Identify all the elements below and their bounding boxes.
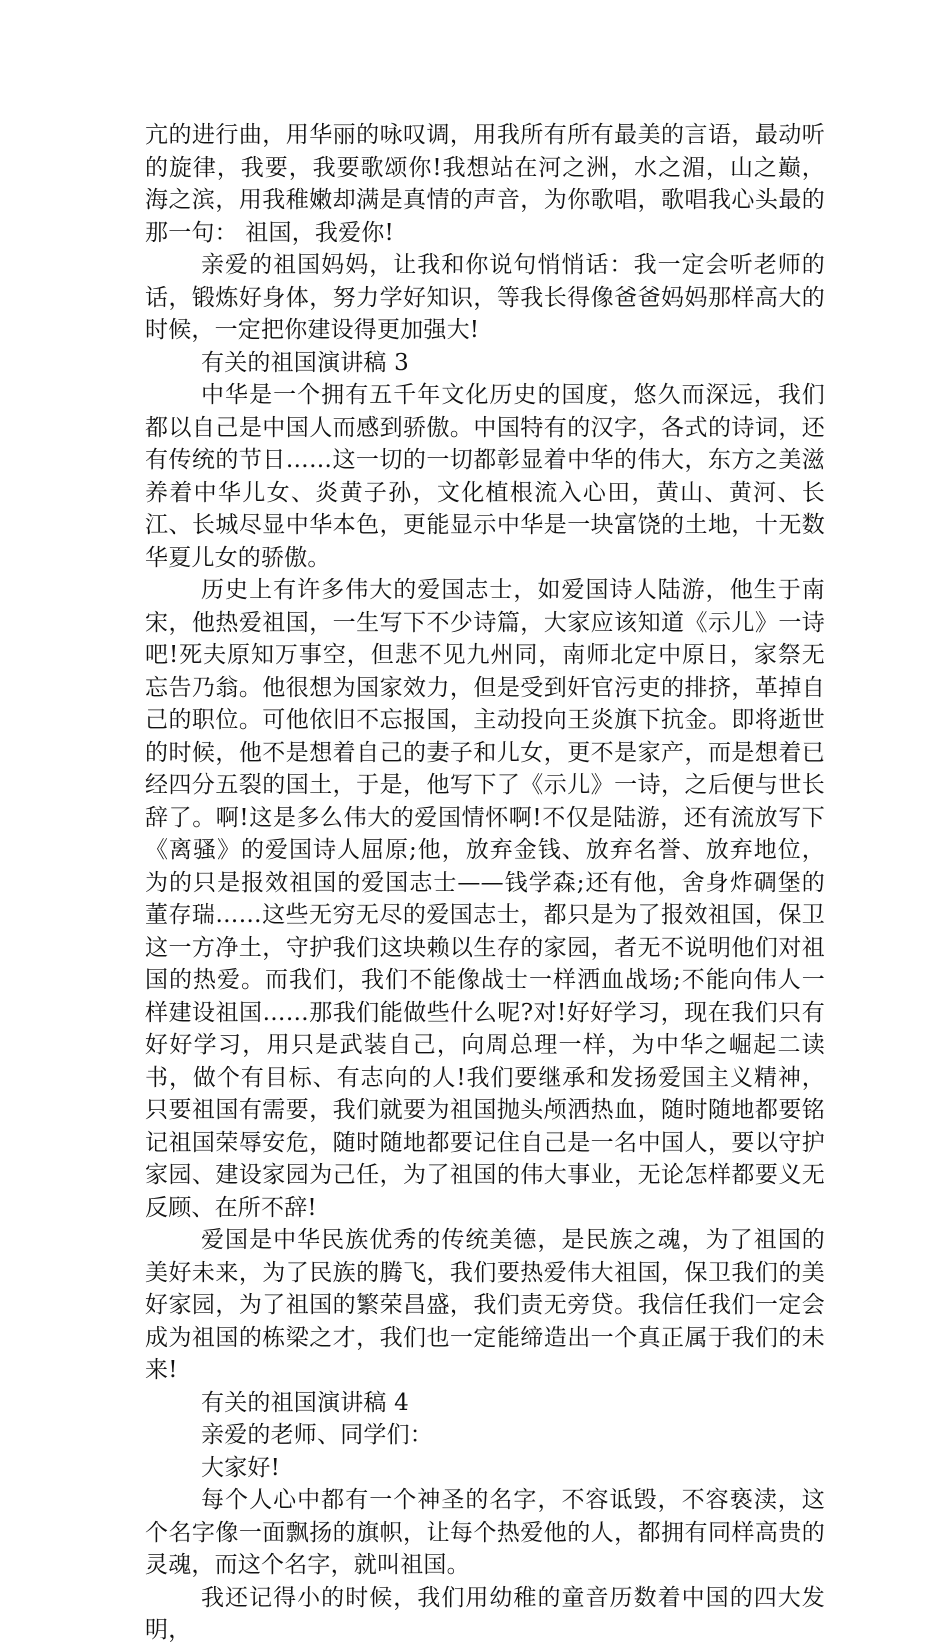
paragraph-sacred-name: 每个人心中都有一个神圣的名字，不容诋毁，不容亵渎，这个名字像一面飘扬的旗帜，让每个热爱他的人，都拥有同样高贵的灵魂，而这个名字，就叫祖国。 xyxy=(145,1487,825,1578)
section-heading-3: 有关的祖国演讲稿 3 xyxy=(201,349,409,376)
salutation: 亲爱的老师、同学们： xyxy=(201,1422,433,1448)
greeting: 大家好! xyxy=(201,1454,281,1481)
section-heading-4: 有关的祖国演讲稿 4 xyxy=(201,1389,409,1416)
paragraph-chinese-culture: 中华是一个拥有五千年文化历史的国度，悠久而深远，我们都以自己是中国人而感到骄傲。中国特有的汉字，各式的诗词，还有传统的节日……这一切的一切都彰显着中华的伟大，东方之美滋养着中华儿女、炎黄子孙，文化植根流入心田，黄山、黄河、长江、长城尽显中华本色，更能显示中华是一块富饶的土地，十无数华夏儿女的骄傲。 xyxy=(145,382,825,571)
paragraph-continuation: 亢的进行曲，用华丽的咏叹调，用我所有所有最美的言语，最动听的旋律，我要，我要歌颂你!我想站在河之洲，水之湄，山之巅，海之滨，用我稚嫩却满是真情的声音，为你歌唱，歌唱我心头最的那一句： 祖国，我爱你! xyxy=(145,122,825,246)
paragraph-promise: 亲爱的祖国妈妈，让我和你说句悄悄话：我一定会听老师的话，锻炼好身体，努力学好知识，等我长得像爸爸妈妈那样高大的时候，一定把你建设得更加强大! xyxy=(145,252,825,343)
paragraph-patriotism-virtue: 爱国是中华民族优秀的传统美德，是民族之魂，为了祖国的美好未来，为了民族的腾飞，我们要热爱伟大祖国，保卫我们的美好家园，为了祖国的繁荣昌盛，我们责无旁贷。我信任我们一定会成为祖国的栋梁之才，我们也一定能缔造出一个真正属于我们的未来! xyxy=(145,1227,825,1383)
paragraph-childhood: 我还记得小的时候，我们用幼稚的童音历数着中国的四大发明， xyxy=(145,1584,825,1643)
document-body xyxy=(145,119,825,1647)
paragraph-patriots: 历史上有许多伟大的爱国志士，如爱国诗人陆游，他生于南宋，他热爱祖国，一生写下不少诗篇，大家应该知道《示儿》一诗吧!死夫原知万事空，但悲不见九州同，南师北定中原日，家祭无忘告乃翁。他很想为国家效力，但是受到奸官污吏的排挤，革掉自己的职位。可他依旧不忘报国，主动投向王炎旗下抗金。即将逝世的时候，他不是想着自己的妻子和儿女，更不是家产，而是想着已经四分五裂的国土，于是，他写下了《示儿》一诗，之后便与世长辞了。啊!这是多么伟大的爱国情怀啊!不仅是陆游，还有流放写下《离骚》的爱国诗人屈原;他，放弃金钱、放弃名誉、放弃地位，为的只是报效祖国的爱国志士——钱学森;还有他，舍身炸碉堡的董存瑞……这些无穷无尽的爱国志士，都只是为了报效祖国，保卫这一方净土，守护我们这块赖以生存的家园，者无不说明他们对祖国的热爱。而我们，我们不能像战士一样洒血战场;不能向伟人一样建设祖国……那我们能做些什么呢?对!好好学习，现在我们只有好好学习，用只是武装自己，向周总理一样，为中华之崛起二读书，做个有目标、有志向的人!我们要继承和发扬爱国主义精神，只要祖国有需要，我们就要为祖国抛头颅洒热血，随时随地都要铭记祖国荣辱安危，随时随地都要记住自己是一名中国人，要以守护家园、建设家园为己任，为了祖国的伟大事业，无论怎样都要义无反顾、在所不辞! xyxy=(145,577,825,1221)
